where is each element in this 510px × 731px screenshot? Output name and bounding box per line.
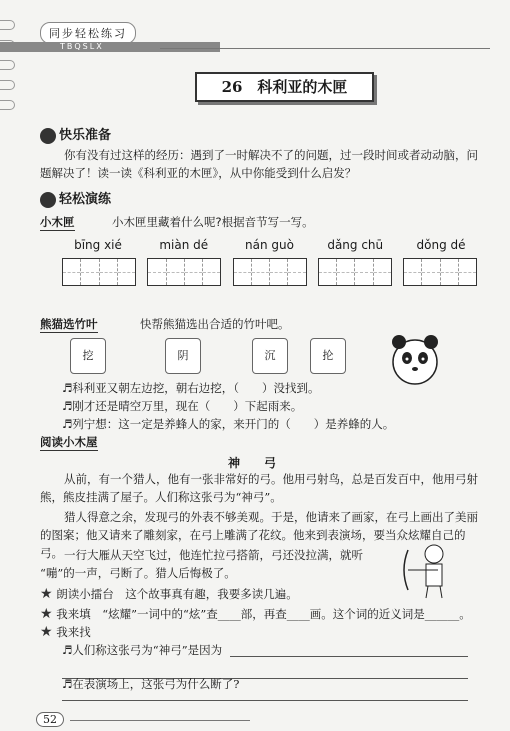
answer-line[interactable]	[230, 656, 468, 657]
story-paragraph: 一行大雁从天空飞过，他连忙拉弓搭箭，弓还没拉满，就听	[64, 548, 363, 562]
find-question: ♬人们称这张弓为“神弓”是因为	[62, 643, 223, 657]
writing-grid[interactable]	[233, 258, 307, 286]
fill-question: ♬列宁想：这一定是养蜂人的家，来开门的（ ）是养蜂的人。	[62, 417, 395, 431]
star-icon: ★	[40, 624, 53, 640]
story-paragraph: “嘣”的一声，弓断了。猎人后悔极了。	[40, 566, 236, 580]
pinyin-label: bīng xié	[74, 238, 122, 252]
star-icon: ★	[40, 586, 53, 602]
story-title: 神 弓	[227, 456, 282, 470]
bamboo-leaf-option[interactable]: 抡	[310, 338, 346, 374]
task-instruction: 快帮熊猫选出合适的竹叶吧。	[140, 317, 290, 331]
task-label-box: 阅读小木屋	[40, 435, 98, 449]
lesson-title: 26 科利亚的木匣	[195, 72, 374, 102]
fill-question: ♬刚才还是晴空万里，现在（ ）下起雨来。	[62, 399, 303, 413]
writing-grid[interactable]	[147, 258, 221, 286]
writing-grid[interactable]	[62, 258, 136, 286]
binding-ring	[0, 20, 15, 30]
story-paragraph: 猎人得意之余，发现弓的外表不够美观。于是，他请来了画家，在弓上画出了美丽的图案；他又请来了雕刻家，在弓上雕满了花纹。他来到表演场，要当众炫耀自己的弓。	[40, 510, 478, 560]
task-label-box: 熊猫选竹叶	[40, 317, 98, 331]
fill-dictionary-row: ★ 我来填 “炫耀”一词中的“炫”查____部，再查____画。这个词的近义词是______。	[40, 606, 471, 622]
reading-contest-row: ★ 朗读小擂台 这个故事真有趣，我要多读几遍。	[40, 586, 298, 602]
archer-illustration	[398, 540, 468, 600]
bamboo-leaf-option[interactable]: 阴	[165, 338, 201, 374]
binding-ring	[0, 100, 15, 110]
header-rule	[160, 48, 490, 49]
writing-grid[interactable]	[318, 258, 392, 286]
pinyin-label: nán guò	[245, 238, 294, 252]
footer-rule	[70, 720, 250, 721]
series-title: 同步轻松练习	[40, 22, 136, 44]
child-icon	[40, 192, 56, 208]
find-question: ♬在表演场上，这张弓为什么断了?	[62, 677, 240, 691]
bamboo-leaf-option[interactable]: 挖	[70, 338, 106, 374]
writing-grid[interactable]	[403, 258, 477, 286]
writing-grid-row	[62, 258, 477, 286]
intro-paragraph: 你有没有过这样的经历：遇到了一时解决不了的问题，过一段时间或者动动脑，问题解决了！读一读《科利亚的木匣》，从中你能受到什么启发？	[40, 148, 478, 180]
binding-ring	[0, 60, 15, 70]
pinyin-label: dǎng chū	[327, 238, 384, 252]
task-label-box: 小木匣	[40, 215, 75, 229]
page-number: 52	[36, 712, 64, 727]
star-icon: ★	[40, 606, 53, 622]
story-paragraph: 从前，有一个猎人，他有一张非常好的弓。他用弓射鸟，总是百发百中，他用弓射熊，熊皮挂满了屋子。人们称这张弓为“神弓”。	[40, 472, 478, 504]
section-heading-prep: 快乐准备	[40, 124, 111, 144]
pinyin-label: dǒng dé	[416, 238, 466, 252]
bamboo-leaf-option[interactable]: 沉	[252, 338, 288, 374]
pinyin-row	[62, 238, 477, 252]
section-heading-practice: 轻松演练	[40, 188, 111, 208]
task-instruction: 小木匣里藏着什么呢?根据音节写一写。	[112, 215, 314, 229]
series-band: TBQSLX	[0, 42, 220, 52]
find-row: ★ 我来找	[40, 624, 91, 640]
fill-question: ♬科利亚又朝左边挖，朝右边挖，（ ）没找到。	[62, 381, 320, 395]
pinyin-label: miàn dé	[159, 238, 209, 252]
answer-line[interactable]	[62, 700, 468, 701]
child-icon	[40, 128, 56, 144]
binding-ring	[0, 80, 15, 90]
panda-illustration	[385, 328, 445, 388]
